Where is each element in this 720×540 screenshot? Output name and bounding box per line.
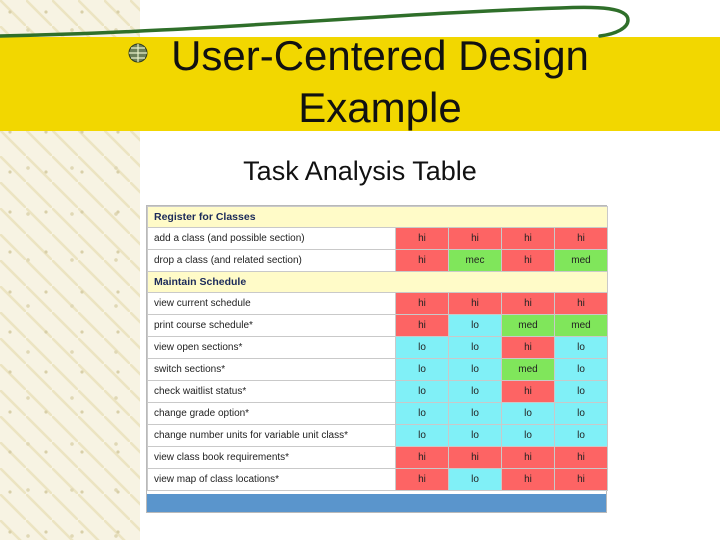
table-row bbox=[148, 447, 608, 469]
rating-cell: lo bbox=[449, 337, 502, 359]
task-label: print course schedule* bbox=[148, 315, 396, 337]
table-row bbox=[148, 250, 608, 272]
rating-cell: hi bbox=[555, 447, 608, 469]
rating-cell: hi bbox=[555, 228, 608, 250]
rating-cell: lo bbox=[449, 469, 502, 491]
rating-cell: hi bbox=[502, 250, 555, 272]
rating-cell: hi bbox=[396, 469, 449, 491]
slide-subtitle: Task Analysis Table bbox=[243, 156, 477, 186]
rating-cell: lo bbox=[449, 403, 502, 425]
rating-cell: med bbox=[555, 315, 608, 337]
task-analysis-table bbox=[146, 205, 607, 513]
rating-cell: hi bbox=[502, 447, 555, 469]
table-row bbox=[148, 381, 608, 403]
section-header: Register for Classes bbox=[148, 207, 608, 228]
rating-cell: lo bbox=[502, 403, 555, 425]
rating-cell: med bbox=[502, 359, 555, 381]
rating-cell: hi bbox=[396, 293, 449, 315]
task-label: drop a class (and related section) bbox=[148, 250, 396, 272]
rating-cell: hi bbox=[449, 447, 502, 469]
task-label: change grade option* bbox=[148, 403, 396, 425]
rating-cell: lo bbox=[555, 359, 608, 381]
section-header-row bbox=[148, 272, 608, 293]
rating-cell: lo bbox=[396, 359, 449, 381]
slide-title: User-Centered Design Example bbox=[171, 32, 589, 131]
rating-cell: hi bbox=[396, 315, 449, 337]
table-row bbox=[148, 228, 608, 250]
table-row bbox=[148, 469, 608, 491]
rating-cell: hi bbox=[396, 447, 449, 469]
rating-cell: lo bbox=[396, 337, 449, 359]
rating-cell: lo bbox=[555, 381, 608, 403]
rating-cell: hi bbox=[502, 469, 555, 491]
table-footer-bar bbox=[147, 494, 606, 512]
rating-cell: lo bbox=[555, 403, 608, 425]
table-row bbox=[148, 403, 608, 425]
rating-cell: hi bbox=[502, 337, 555, 359]
rating-cell: mec bbox=[449, 250, 502, 272]
table-row bbox=[148, 293, 608, 315]
rating-cell: hi bbox=[396, 228, 449, 250]
rating-cell: lo bbox=[396, 381, 449, 403]
rating-cell: lo bbox=[396, 403, 449, 425]
rating-cell: med bbox=[555, 250, 608, 272]
rating-cell: hi bbox=[502, 381, 555, 403]
rating-cell: hi bbox=[449, 228, 502, 250]
task-label: view map of class locations* bbox=[148, 469, 396, 491]
section-header-row bbox=[148, 207, 608, 228]
table-row bbox=[148, 425, 608, 447]
rating-cell: lo bbox=[396, 425, 449, 447]
rating-cell: hi bbox=[502, 228, 555, 250]
rating-cell: lo bbox=[555, 337, 608, 359]
globe-bullet-icon bbox=[127, 42, 149, 64]
task-table bbox=[147, 206, 608, 491]
task-label: view current schedule bbox=[148, 293, 396, 315]
task-label: change number units for variable unit class* bbox=[148, 425, 396, 447]
rating-cell: med bbox=[502, 315, 555, 337]
rating-cell: hi bbox=[449, 293, 502, 315]
rating-cell: hi bbox=[502, 293, 555, 315]
table-row bbox=[148, 337, 608, 359]
rating-cell: lo bbox=[555, 425, 608, 447]
task-label: view open sections* bbox=[148, 337, 396, 359]
rating-cell: lo bbox=[449, 381, 502, 403]
rating-cell: lo bbox=[502, 425, 555, 447]
section-header: Maintain Schedule bbox=[148, 272, 608, 293]
rating-cell: hi bbox=[396, 250, 449, 272]
rating-cell: hi bbox=[555, 469, 608, 491]
rating-cell: lo bbox=[449, 359, 502, 381]
task-label: add a class (and possible section) bbox=[148, 228, 396, 250]
table-row bbox=[148, 315, 608, 337]
task-label: view class book requirements* bbox=[148, 447, 396, 469]
task-label: check waitlist status* bbox=[148, 381, 396, 403]
table-row bbox=[148, 359, 608, 381]
rating-cell: hi bbox=[555, 293, 608, 315]
rating-cell: lo bbox=[449, 425, 502, 447]
task-label: switch sections* bbox=[148, 359, 396, 381]
rating-cell: lo bbox=[449, 315, 502, 337]
